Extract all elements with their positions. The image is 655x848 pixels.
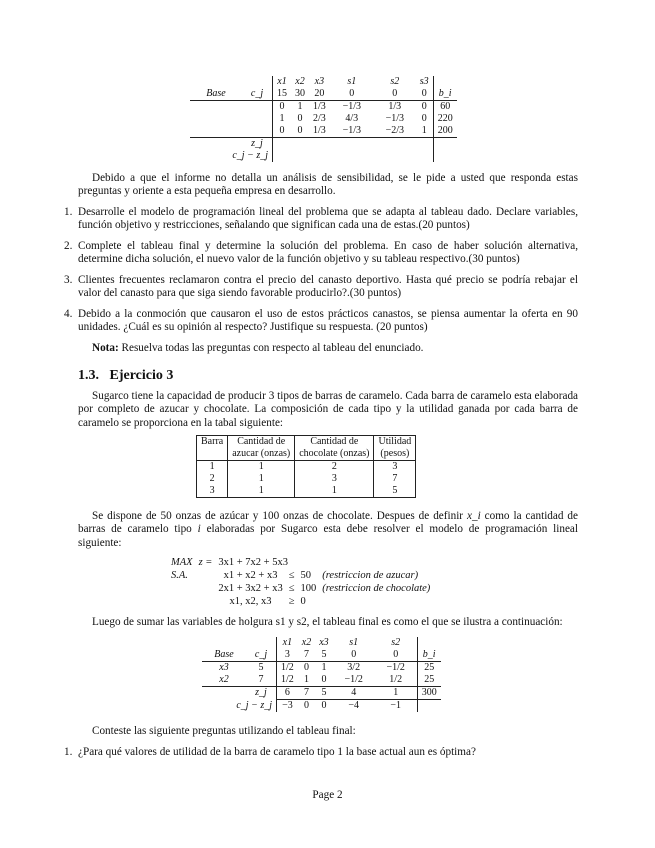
paragraph-3: Se dispone de 50 onzas de azúcar y 100 onzas de chocolate. Despues de definir x_i como la cantidad de barras de caramelo tipo i elaboradas por Sugarco esta debe resolver el modelo de programación lineal siguiente: [78,510,578,549]
t1-row [190,101,457,114]
model-op: ≥ [288,596,295,607]
t1-var: s1 [347,76,357,87]
t2-cb: 7 [246,674,277,687]
t1-cell: 0 [297,113,303,124]
t1-cz-label: c_j − z_j [190,150,273,162]
t1-cell: 200 [433,125,457,138]
t2-zj-b: 300 [421,687,437,698]
col-header: Cantidad de [228,436,295,449]
list-text: Debido a la conmoción que causaron el uso de estos prácticos canastos, se piensa aumentar la oferta en 90 unidades. ¿Cuál es su opinión al respecto? Justifique su respuesta. (20 puntos) [78,308,578,334]
t2-base-label: Base [202,649,246,662]
t1-var: x2 [295,76,305,87]
model-note: (restriccion de azucar) [322,570,419,581]
t1-cell: 0 [273,125,292,138]
tableau-1 [190,76,457,162]
t2-cell: −1/2 [333,674,375,687]
t2-cell: 1/2 [277,674,298,687]
table-cell: 2 [295,461,374,474]
t1-cell: 1/3 [309,125,330,138]
t1-cell: −2/3 [374,125,416,138]
col-header: (pesos) [374,448,416,461]
model-lhs: x1 + x2 + x3 [223,570,278,581]
model-lhs: x1, x2, x3 [229,596,272,607]
section-heading [78,368,173,384]
table-cell: 3 [197,485,228,498]
list-item [64,746,578,759]
tableau-2 [202,637,441,712]
t1-cell: 1/3 [388,101,402,112]
t2-var: x3 [319,637,329,648]
t2-cz: −1 [375,700,418,713]
model-z: z = [198,557,213,568]
model-objective: 3x1 + 7x2 + 5x3 [218,557,288,568]
t1-cell: 1 [279,113,285,124]
t2-cell: 1 [321,662,327,673]
paragraph-4: Luego de sumar las variables de holgura s1 y s2, el tableau final es como el que se ilustra a continuación: [92,616,563,628]
table-cell: 2 [197,473,228,485]
table-cell: 1 [228,473,295,485]
table-cell: 5 [392,485,398,496]
model-note: (restriccion de chocolate) [322,583,431,594]
model-rhs: 50 [300,570,311,581]
t1-base-label: Base [190,88,242,101]
t1-cj: 0 [330,88,374,101]
list-item [64,308,578,335]
t2-var: s2 [375,637,418,649]
t1-var: x1 [277,76,287,87]
t2-cell: −1/2 [375,662,418,675]
t2-cj: 3 [277,649,298,662]
t2-zj: 5 [321,687,327,698]
list-number: 1. [64,206,73,218]
t2-cz-label: c_j − z_j [202,700,277,713]
table-cell: 1 [228,485,295,498]
t2-cell: 0 [304,662,309,673]
note [92,342,582,355]
list-text: Complete el tableau final y determine la solución del problema. En caso de haber solución alternativa, determine dicha solución, el nuevo valor de la función objetivo y su tableau respectivo.(30 puntos) [78,240,578,266]
model-max: MAX [171,557,193,568]
model-sa: S.A. [171,570,188,581]
table-cell: 3 [295,473,374,485]
t1-cj: 0 [416,88,433,101]
t2-cb: 5 [246,662,277,675]
list-text: Desarrolle el modelo de programación lineal del problema que se adapta al tableau dado. Declare variables, función objetivo y restricciones, señalando que significan cada una de estas.(20 puntos) [78,206,578,232]
t1-cj-label: c_j [242,88,273,101]
t1-cell: 1 [416,125,433,138]
section-number: 1.3. [78,368,99,383]
t2-cz: −4 [333,700,375,713]
table-row [197,485,416,498]
t1-cell: 0 [416,101,433,114]
t1-var: x3 [314,76,325,87]
t1-cell: 1/3 [313,101,326,112]
table-cell: 1 [295,485,374,498]
t2-cj-label: c_j [246,649,277,662]
t1-cell: 1 [297,101,303,112]
list-item [64,206,578,233]
t2-b: 25 [424,662,435,673]
t2-var: s1 [349,637,359,648]
col-header: Cantidad de [295,436,374,449]
t2-cz: 0 [298,700,315,713]
col-header: azucar (onzas) [228,448,295,461]
t1-cj: 30 [291,88,309,101]
model-op: ≤ [288,570,295,581]
t2-zj: 7 [304,687,309,698]
t2-cj: 0 [333,649,375,662]
col-header: Utilidad [378,436,412,447]
t2-zj-row [202,687,441,700]
section-title: Ejercicio 3 [109,368,174,383]
note-text: Resuelva todas las preguntas con respecto al tableau del enunciado. [121,342,424,354]
t2-base: x3 [219,662,229,673]
table-cell: 3 [392,461,398,472]
t2-b: 25 [417,674,441,687]
t1-zj-label: z_j [242,138,273,151]
model-op: ≤ [288,583,295,594]
page-footer: Page 2 [312,789,343,801]
t2-var: x2 [301,637,312,648]
t1-cj: 0 [374,88,416,101]
list-text: ¿Para qué valores de utilidad de la barra de caramelo tipo 1 la base actual aun es óptima? [78,746,476,758]
t1-cell: −1/3 [385,113,404,124]
list-text: Clientes frecuentes reclamaron contra el precio del canasto deportivo. Hasta qué precio se podría rebajar el valor del canasto para que siga siendo favorable producirlo?.(30 puntos) [78,274,578,300]
model-rhs: 100 [300,583,317,594]
t2-base: x2 [202,674,246,687]
t2-var: x1 [282,637,293,648]
t2-cell: 0 [315,674,332,687]
col-header: Barra [197,436,228,449]
t2-cell: 3/2 [347,662,361,673]
t1-cj: 20 [309,88,330,101]
t2-row [202,662,441,675]
list-number: 1. [64,746,73,758]
t1-var: s2 [390,76,400,87]
t2-cz: −3 [277,700,298,713]
t2-cj: 0 [375,649,418,662]
table-row [197,461,416,474]
table-cell: 1 [197,461,228,474]
t1-cell: 2/3 [313,113,326,124]
t1-cell: 4/3 [345,113,359,124]
t2-zj-label: z_j [246,687,277,700]
col-header: chocolate (onzas) [295,448,374,461]
t2-cell: 1/2 [281,662,294,673]
t1-cj: 15 [273,88,292,101]
t2-zj: 1 [375,687,418,700]
t2-cj: 7 [298,649,315,662]
t1-b-label: b_i [433,88,457,101]
paragraph-2: Sugarco tiene la capacidad de producir 3 tipos de barras de caramelo. Cada barra de caramelo esta elaborada por completo de azucar y chocolate. La composición de cada tipo y la utilidad ganada por cada barra de caramelo se proporciona en la tabal siguiente: [78,390,578,429]
t1-row [190,125,457,138]
t2-cz: 0 [315,700,332,713]
composition-table [196,435,416,498]
t1-cell: 220 [437,113,453,124]
list-item [64,274,578,301]
table-cell: 7 [392,473,398,484]
t2-cell: 1 [298,674,315,687]
t1-cell: −1/3 [330,125,374,138]
note-label: Nota: [92,342,119,354]
t2-cj: 5 [315,649,332,662]
table-row [197,473,416,485]
t1-cell: 0 [279,101,285,112]
t2-zj: 4 [351,687,357,698]
t2-b-label: b_i [417,649,441,662]
t1-cell: 0 [416,113,433,125]
lp-model [168,556,433,608]
t1-cell: 60 [440,101,451,112]
intro-paragraph: Debido a que el informe no detalla un análisis de sensibilidad, se le pide a usted que responda estas preguntas y oriente a esta pequeña empresa en desarrollo. [78,172,578,198]
model-rhs: 0 [300,596,306,607]
model-lhs: 2x1 + 3x2 + x3 [218,583,283,594]
list-item [64,240,578,267]
t1-row [190,113,457,125]
t1-var: s3 [416,76,433,88]
t2-row [202,674,441,687]
t2-cell: 1/2 [375,674,418,687]
table-cell: 1 [228,461,295,474]
list-number: 3. [64,274,73,286]
paragraph-5: Conteste las siguiente preguntas utilizando el tableau final: [92,725,356,737]
t2-zj: 6 [284,687,290,698]
t1-cell: −1/3 [342,101,361,112]
t1-cell: 0 [291,125,309,138]
list-number: 2. [64,240,73,252]
t2-cz-row [202,700,441,713]
list-number: 4. [64,308,73,320]
